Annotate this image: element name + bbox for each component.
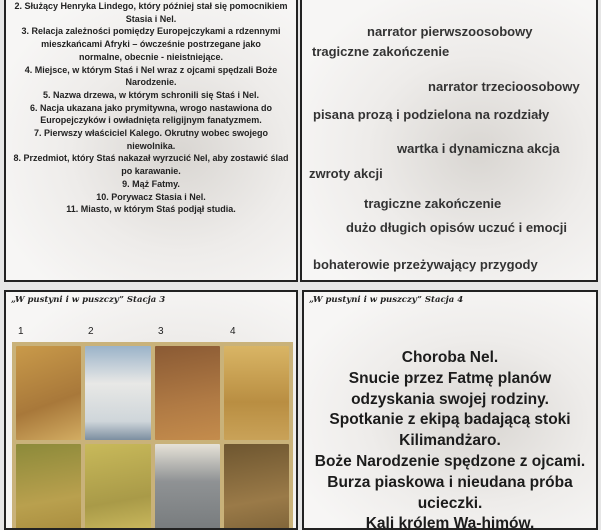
- station3-panel: [4, 290, 298, 530]
- illustration-idols[interactable]: [155, 346, 220, 440]
- question-item: 9. Mąż Fatmy.: [122, 178, 180, 189]
- features-panel: [300, 0, 598, 282]
- illustration-lion[interactable]: [224, 346, 289, 440]
- feature-tag[interactable]: dużo długich opisów uczuć i emocji: [346, 220, 568, 235]
- picture-number: 1: [18, 326, 24, 337]
- illustration-hunt[interactable]: [85, 444, 150, 530]
- event-line: Boże Narodzenie spędzone z ojcami.: [314, 452, 586, 470]
- event-line: Spotkanie z ekipą badającą stoki: [329, 411, 571, 429]
- picture-number: 4: [230, 326, 236, 337]
- illustration-camels[interactable]: [16, 346, 81, 440]
- question-item: 6. Nacja ukazana jako prymitywna, wrogo nastawiona do Europejczyków i owładnięta religijnym fanatyzmem.: [29, 102, 273, 126]
- feature-tag[interactable]: narrator pierwszoosobowy: [367, 24, 533, 39]
- event-line: Burza piaskowa i nieudana próba: [327, 473, 573, 491]
- question-item: 3. Relacja zależności pomiędzy Europejczykami a rdzennymi mieszkańcami Afryki – ówcześnie postrzegane jako normalne, obecnie - nieistniejące.: [21, 26, 281, 62]
- feature-tag[interactable]: wartka i dynamiczna akcja: [397, 141, 560, 156]
- feature-tag[interactable]: narrator trzecioosobowy: [428, 79, 580, 94]
- feature-tag[interactable]: tragiczne zakończenie: [364, 196, 502, 211]
- questions-panel: [4, 0, 298, 282]
- feature-tag[interactable]: bohaterowie przeżywający przygody: [313, 257, 538, 272]
- question-item: 4. Miejsce, w którym Staś i Nel wraz z ojcami spędzali Boże Narodzenie.: [24, 64, 278, 88]
- illustration-tree[interactable]: [16, 444, 81, 530]
- question-item: 2. Służący Henryka Lindego, który później stał się pomocnikiem Stasia i Nel.: [14, 1, 288, 24]
- question-item: 5. Nazwa drzewa, w którym schronili się Staś i Nel.: [42, 89, 260, 100]
- illustration-grid: [12, 342, 293, 530]
- illustration-mahdi[interactable]: [85, 346, 150, 440]
- question-item: 10. Porywacz Stasia i Nel.: [96, 191, 206, 202]
- feature-tag[interactable]: pisana prozą i podzielona na rozdziały: [313, 107, 550, 122]
- event-line: odzyskania swojej rodziny.: [351, 390, 549, 408]
- question-item: 7. Pierwszy właściciel Kalego. Okrutny wobec swojego niewolnika.: [33, 128, 269, 151]
- station4-title: „W pustyni i w puszczy” Stacja 4: [309, 295, 464, 305]
- illustration-elephant[interactable]: [155, 444, 220, 530]
- event-line: Kilimandżaro.: [399, 432, 501, 450]
- picture-number: 3: [158, 326, 164, 337]
- event-line: Snucie przez Fatmę planów: [348, 369, 552, 387]
- illustration-horse[interactable]: [224, 444, 289, 530]
- events-list: [304, 348, 596, 530]
- station3-title: „W pustyni i w puszczy” Stacja 3: [11, 295, 166, 305]
- feature-tag[interactable]: tragiczne zakończenie: [312, 44, 450, 59]
- question-list: [6, 0, 296, 216]
- picture-number: 2: [88, 326, 94, 337]
- question-item: 8. Przedmiot, który Staś nakazał wyrzucić Nel, aby zostawić ślad po karawanie.: [13, 153, 289, 177]
- feature-tag[interactable]: zwroty akcji: [309, 166, 383, 181]
- event-line: Choroba Nel.: [401, 349, 499, 366]
- station4-panel: [302, 290, 598, 530]
- question-item: 11. Miasto, w którym Staś podjął studia.: [66, 204, 236, 215]
- event-line: ucieczki.: [417, 494, 483, 512]
- event-line: Kali królem Wa-himów.: [365, 515, 535, 530]
